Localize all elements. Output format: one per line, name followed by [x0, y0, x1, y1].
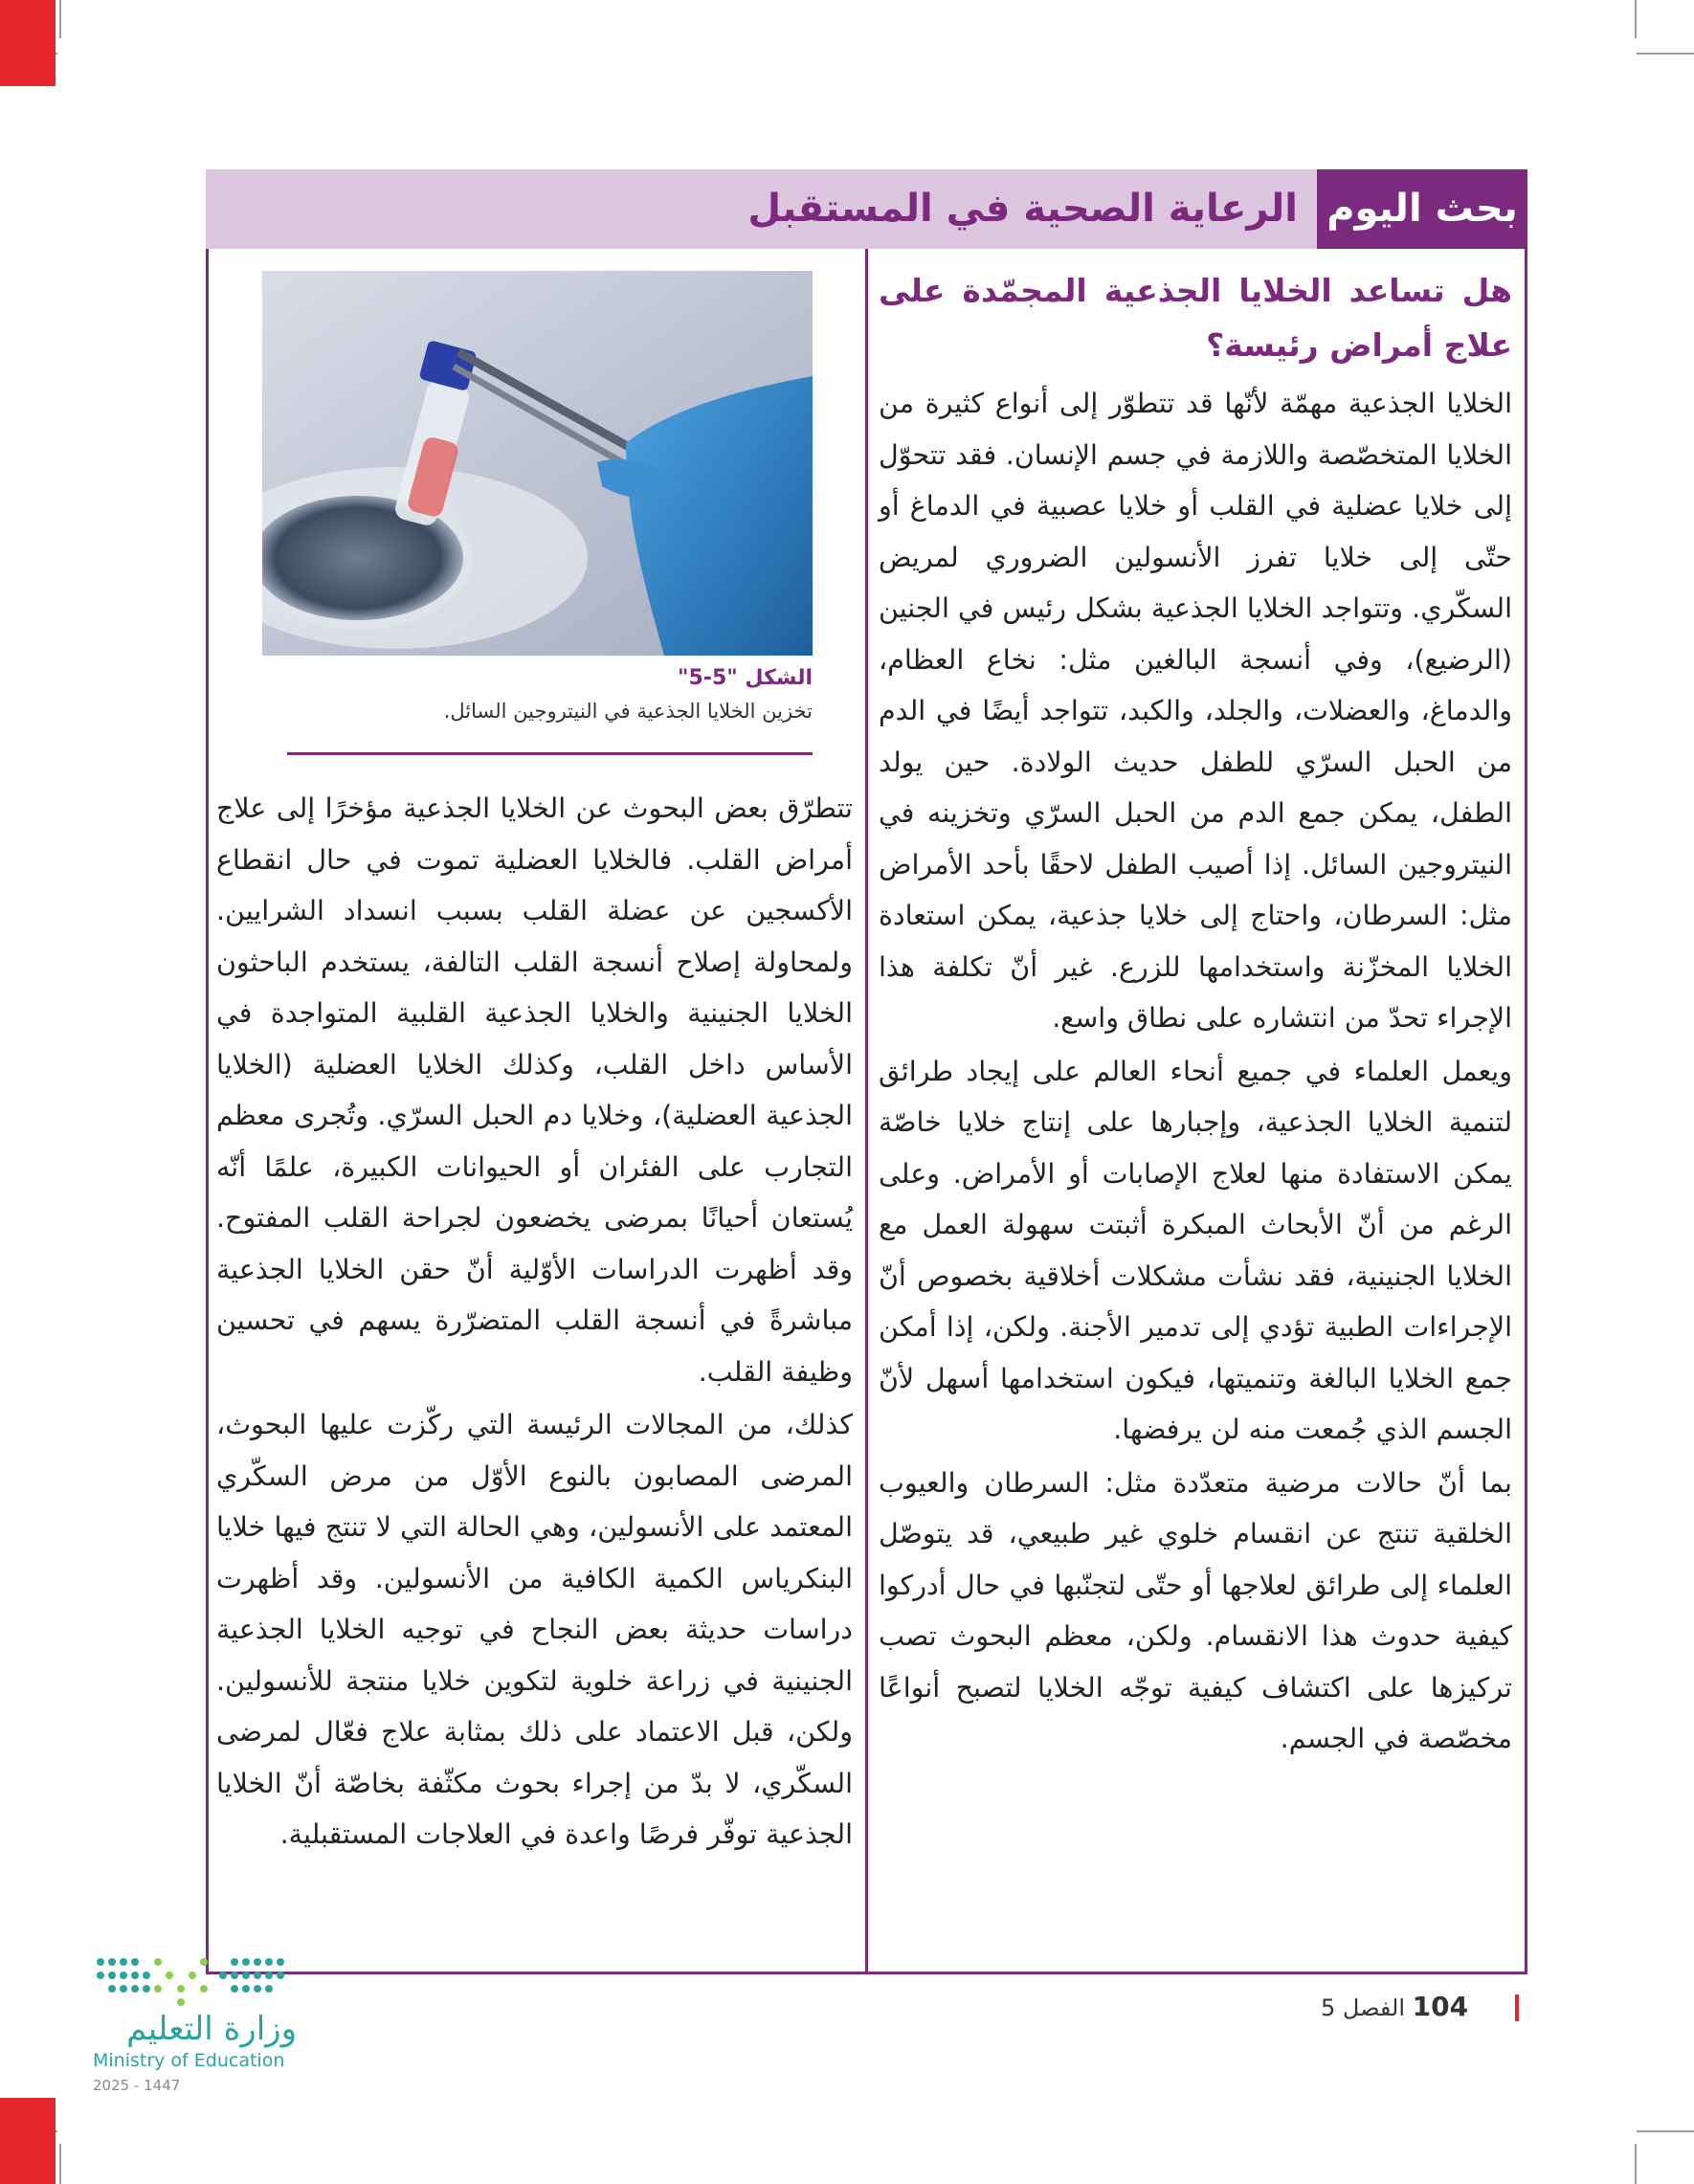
- figure-caption-text: تخزين الخلايا الجذعية في النيتروجين السائل.: [443, 700, 813, 723]
- left-column: [216, 783, 853, 1862]
- figure-label: الشكل "5-5": [678, 666, 813, 690]
- figure-photo: [262, 271, 813, 656]
- crop-mark: [1635, 0, 1637, 38]
- crop-mark: [1635, 2144, 1637, 2184]
- section-header: [206, 169, 1527, 249]
- footer-bar: [1515, 1995, 1519, 2021]
- crop-mark: [59, 0, 61, 38]
- paragraph: تتطرّق بعض البحوث عن الخلايا الجذعية مؤخرًا إلى علاج أمراض القلب. فالخلايا العضلية تموت في حال انقطاع الأكسجين عن عضلة القلب بسبب انسداد الشرايين. ولمحاولة إصلاح أنسجة القلب التالفة، يستخدم الباحثون الخلايا الجنينية والخلايا الجذعية القلبية المتواجدة في الأساس داخل القلب، وكذلك الخلايا العضلية (الخلايا الجذعية العضلية)، وخلايا دم الحبل السرّي. وتُجرى معظم التجارب على الفئران أو الحيوانات الكبيرة، علمًا أنّه يُستعان أحيانًا بمرضى يخضعون لجراحة القلب المفتوح. وقد أظهرت الدراسات الأوّلية أنّ حقن الخلايا الجذعية مباشرةً في أنسجة القلب المتضرّرة يسهم في تحسين وظيفة القلب.: [216, 792, 853, 1388]
- ministry-name-english: Ministry of Education: [93, 2050, 285, 2071]
- page-number: 104: [1412, 1991, 1469, 2022]
- figure-caption: [287, 662, 813, 727]
- edition-year: 2025 - 1447: [93, 2077, 181, 2094]
- right-column: [879, 263, 1512, 1767]
- dots-logo-icon: [91, 1952, 311, 2010]
- stem-cell-storage-illustration: [262, 271, 813, 656]
- paragraph: الخلايا الجذعية مهمّة لأنّها قد تتطوّر إلى أنواع كثيرة من الخلايا المتخصّصة واللازمة في جسم الإنسان. فقد تتحوّل إلى خلايا عضلية في القلب أو خلايا عصبية في الدماغ أو حتّى إلى خلايا تفرز الأنسولين الضروري لمريض السكّري. وتتواجد الخلايا الجذعية بشكل رئيس في الجنين (الرضيع)، وفي أنسجة البالغين مثل: نخاع العظام، والدماغ، والعضلات، والجلد، والكبد، تتواجد أيضًا في الدم من الحبل السرّي للطفل حديث الولادة. حين يولد الطفل، يمكن جمع الدم من الحبل السرّي وتخزينه في النيتروجين السائل. إذا أصيب الطفل لاحقًا بأحد الأمراض مثل: السرطان، واحتاج إلى خلايا جذعية، يمكن استعادة الخلايا المخزّنة واستخدامها للزرع. غير أنّ تكلفة هذا الإجراء تحدّ من انتشاره على نطاق واسع.: [879, 388, 1512, 1034]
- ministry-name-arabic: وزارة التعليم: [126, 2010, 297, 2048]
- crop-mark: [1637, 2130, 1694, 2132]
- header-title: الرعاية الصحية في المستقبل: [747, 187, 1298, 231]
- color-tab: [0, 2098, 56, 2184]
- color-tab: [0, 0, 56, 86]
- paragraph: بما أنّ حالات مرضية متعدّدة مثل: السرطان والعيوب الخلقية تنتج عن انقسام خلوي غير طبيعي، قد يتوصّل العلماء إلى طرائق لعلاجها أو حتّى لتجنّبها في حال أدركوا كيفية حدوث هذا الانقسام. ولكن، معظم البحوث تصب تركيزها على اكتشاف كيفية توجّه الخلايا لتصبح أنواعًا مخصّصة في الجسم.: [879, 1466, 1512, 1754]
- crop-mark: [1637, 53, 1694, 55]
- paragraph: ويعمل العلماء في جميع أنحاء العالم على إيجاد طرائق لتنمية الخلايا الجذعية، وإجبارها على إنتاج خلايا خاصّة يمكن الاستفادة منها لعلاج الإصابات أو الأمراض. وعلى الرغم من أنّ الأبحاث المبكرة أثبتت سهولة العمل مع الخلايا الجنينية، فقد نشأت مشكلات أخلاقية بخصوص أنّ الإجراءات الطبية تؤدي إلى تدمير الأجنة. ولكن، إذا أمكن جمع الخلايا البالغة وتنميتها، فيكون استخدامها أسهل لأنّ الجسم الذي جُمعت منه لن يرفضها.: [879, 1055, 1512, 1445]
- crop-mark: [59, 2144, 61, 2184]
- chapter-label: الفصل 5: [1321, 1995, 1406, 2021]
- header-tag: بحث اليوم: [1317, 169, 1527, 249]
- page-footer: [1321, 1991, 1468, 2022]
- caption-rule: [287, 752, 813, 755]
- paragraph: كذلك، من المجالات الرئيسة التي ركّزت عليها البحوث، المرضى المصابون بالنوع الأوّل من مرض السكّري المعتمد على الأنسولين، وهي الحالة التي لا تنتج فيها خلايا البنكرياس الكمية الكافية من الأنسولين. وقد أظهرت دراسات حديثة بعض النجاح في توجيه الخلايا الجذعية الجنينية في زراعة خلوية لتكوين خلايا منتجة للأنسولين. ولكن، قبل الاعتماد على ذلك بمثابة علاج فعّال لمرضى السكّري، لا بدّ من إجراء بحوث مكثّفة بخاصّة أنّ الخلايا الجذعية توفّر فرصًا واعدة في العلاجات المستقبلية.: [216, 1409, 853, 1850]
- ministry-logo: [91, 1952, 321, 2096]
- question-heading: هل تساعد الخلايا الجذعية المجمّدة على علاج أمراض رئيسة؟: [879, 272, 1512, 364]
- column-divider: [865, 249, 868, 1974]
